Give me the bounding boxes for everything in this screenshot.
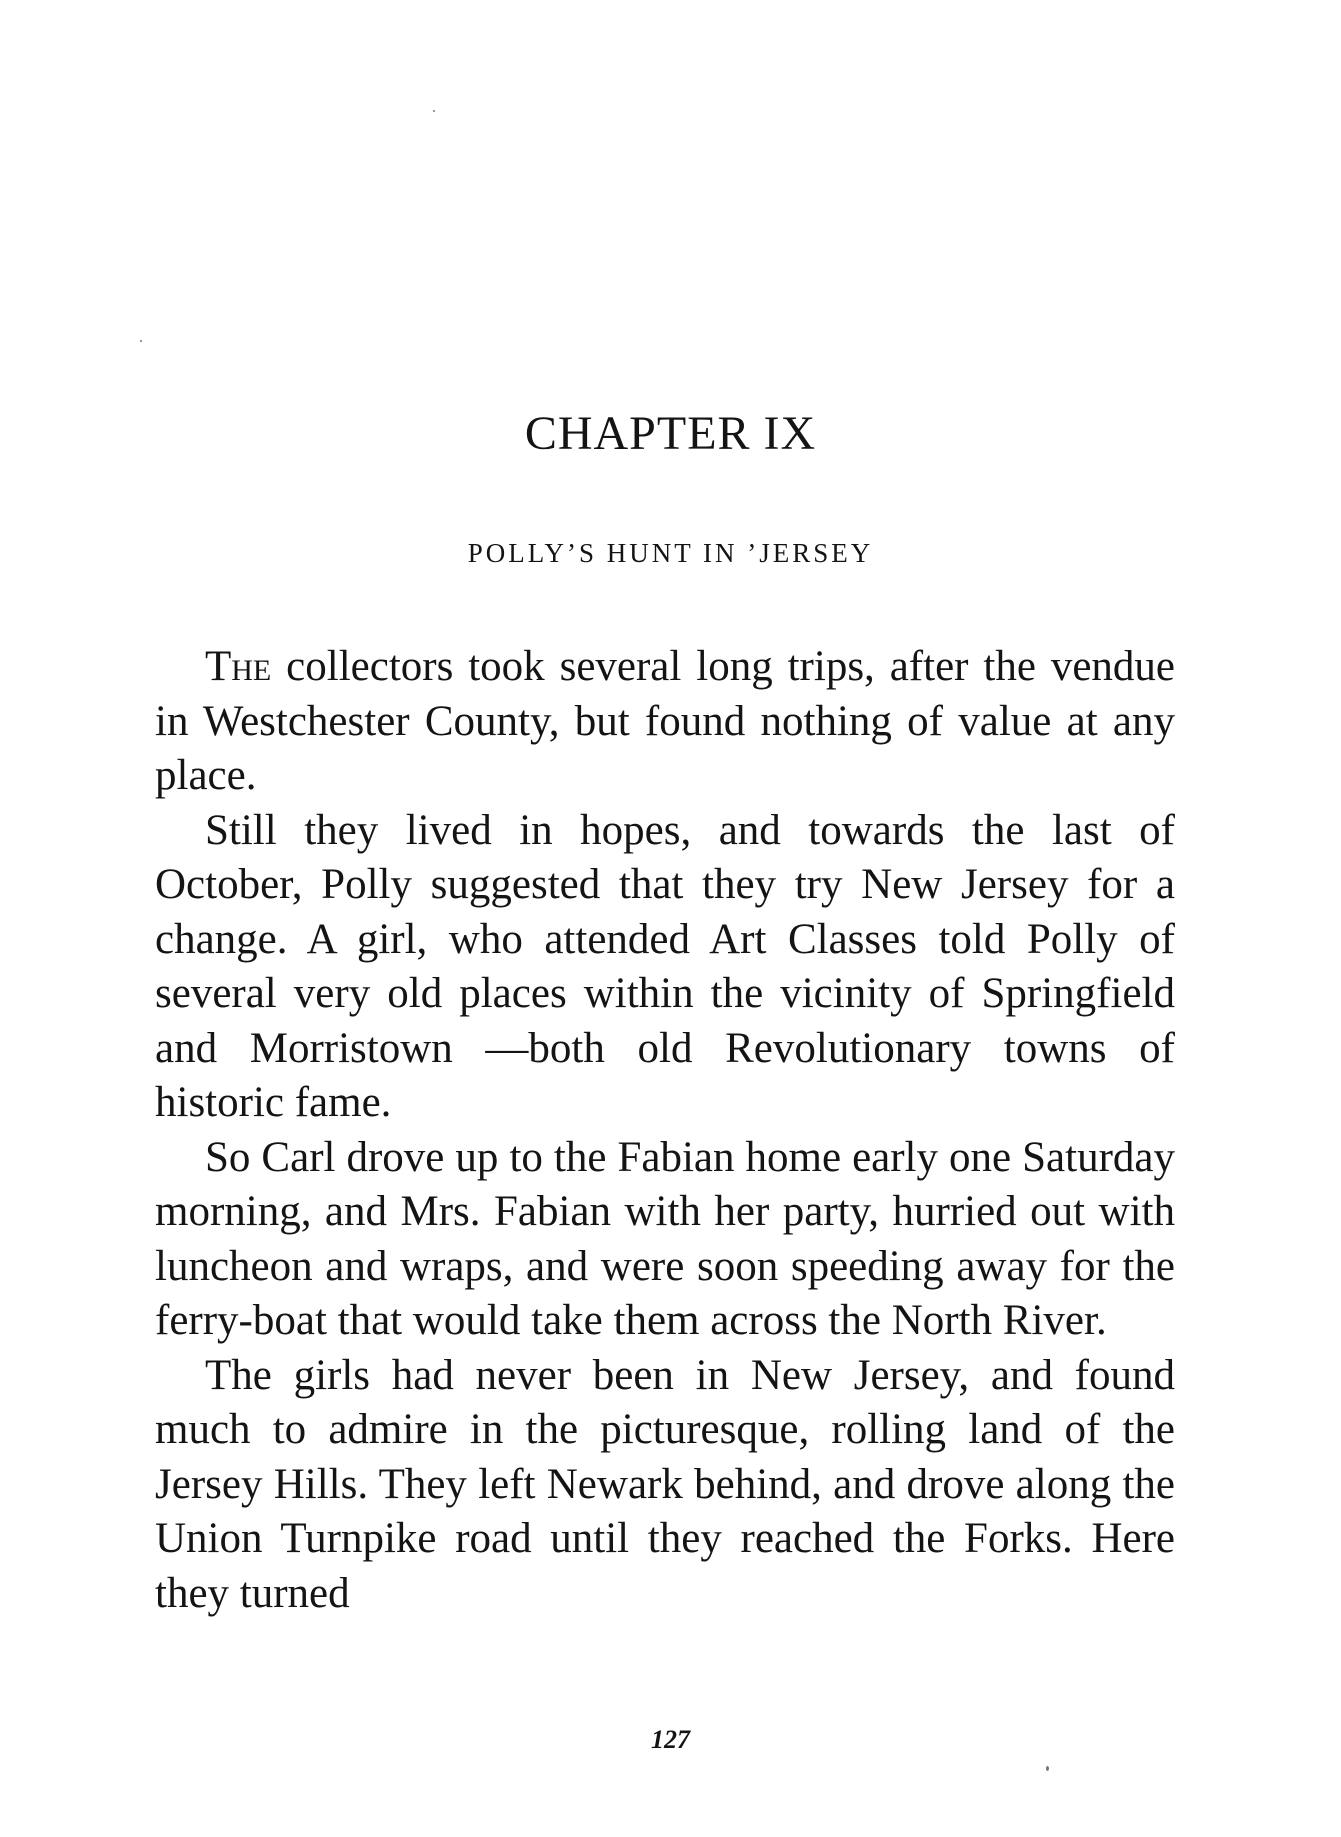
chapter-subtitle: POLLY’S HUNT IN ’JERSEY xyxy=(467,538,874,568)
paragraph-3 xyxy=(155,1131,1175,1349)
scan-speck xyxy=(1046,1766,1049,1771)
paragraph-text: So Carl drove up to the Fabian home early one Saturday morning, and Mrs. Fabian with her party, hurried out with luncheon and wraps, and were soon speeding away for the ferry-boat that would take them across the North River. xyxy=(155,1133,1175,1344)
page-number: 127 xyxy=(651,1725,690,1754)
scan-speck xyxy=(140,340,142,342)
paragraph-2 xyxy=(155,804,1175,1131)
paragraph-text: Still they lived in hopes, and towards the last of October, Polly suggested that they try New Jersey for a change. A girl, who attended Art Classes told Polly of several very old places within the vicinity of Springfield and Morristown —both old Revolutionary towns of historic fame. xyxy=(155,806,1175,1126)
paragraph-1 xyxy=(155,640,1175,804)
scan-speck xyxy=(433,110,435,112)
paragraph-text: The girls had never been in New Jersey, and found much to admire in the picturesque, rolling land of the Jersey Hills. They left Newark behind, and drove along the Union Turnpike road until they reached the Forks. Here they turned xyxy=(155,1351,1175,1617)
body-text xyxy=(155,640,1175,1621)
paragraph-lead-word: The xyxy=(205,643,272,690)
chapter-title: CHAPTER IX xyxy=(524,407,817,460)
paragraph-text: collectors took several long trips, after the vendue in Westchester County, but found nothing of value at any place. xyxy=(155,643,1175,799)
paragraph-4 xyxy=(155,1349,1175,1622)
